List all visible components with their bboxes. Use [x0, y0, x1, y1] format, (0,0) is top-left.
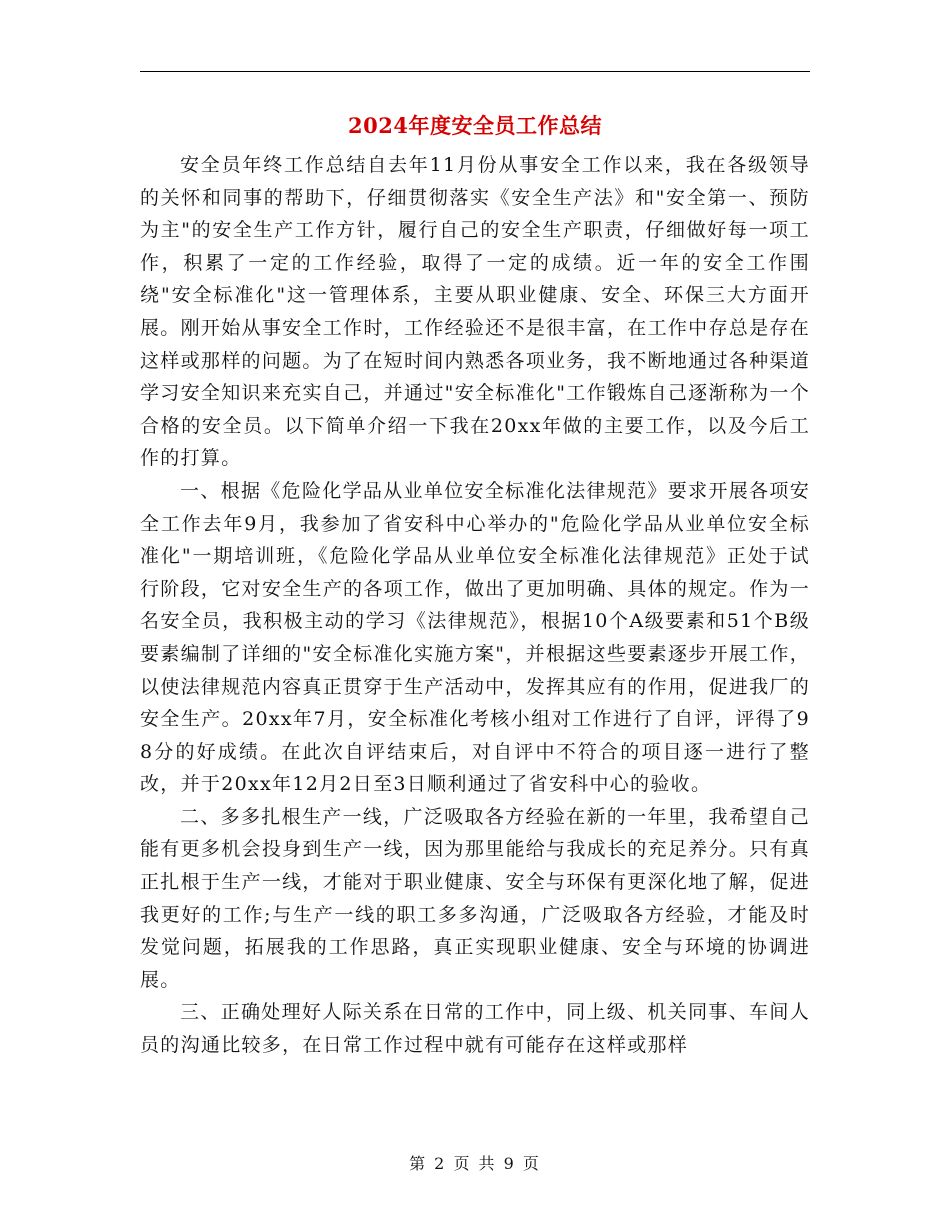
document-title: 2024年度安全员工作总结	[348, 113, 602, 138]
paragraph-section-2: 二、多多扎根生产一线，广泛吸取各方经验在新的一年里，我希望自己能有更多机会投身到生产一线，因为那里能给与我成长的充足养分。只有真正扎根于生产一线，才能对于职业健康、安全与环保有更深化地了解，促进我更好的工作;与生产一线的职工多多沟通，广泛吸取各方经验，才能及时发觉问题，拓展我的工作思路，真正实现职业健康、安全与环境的协调进展。	[140, 805, 810, 991]
paragraph-intro: 安全员年终工作总结自去年11月份从事安全工作以来，我在各级领导的关怀和同事的帮助下，仔细贯彻落实《安全生产法》和"安全第一、预防为主"的安全生产工作方针，履行自己的安全生产职责，仔细做好每一项工作，积累了一定的工作经验，取得了一定的成绩。近一年的安全工作围绕"安全标准化"这一管理体系，主要从职业健康、安全、环保三大方面开展。刚开始从事安全工作时，工作经验还不是很丰富，在工作中存总是存在这样或那样的问题。为了在短时间内熟悉各项业务，我不断地通过各种渠道学习安全知识来充实自己，并通过"安全标准化"工作锻炼自己逐渐称为一个合格的安全员。以下简单介绍一下我在20xx年做的主要工作，以及今后工作的打算。	[140, 154, 810, 470]
paragraph-section-3: 三、正确处理好人际关系在日常的工作中，同上级、机关同事、车间人员的沟通比较多，在日常工作过程中就有可能存在这样或那样	[140, 1001, 810, 1057]
page-number-footer: 第 2 页 共 9 页	[409, 1154, 541, 1173]
document-body	[140, 149, 810, 1062]
header-rule	[140, 71, 810, 72]
paragraph-section-1: 一、根据《危险化学品从业单位安全标准化法律规范》要求开展各项安全工作去年9月，我参加了省安科中心举办的"危险化学品从业单位安全标准化"一期培训班，《危险化学品从业单位安全标准化法律规范》正处于试行阶段，它对安全生产的各项工作，做出了更加明确、具体的规定。作为一名安全员，我积极主动的学习《法律规范》，根据10个A级要素和51个B级要素编制了详细的"安全标准化实施方案"，并根据这些要素逐步开展工作，以使法律规范内容真正贯穿于生产活动中，发挥其应有的作用，促进我厂的安全生产。20xx年7月，安全标准化考核小组对工作进行了自评，评得了98分的好成绩。在此次自评结束后，对自评中不符合的项目逐一进行了整改，并于20xx年12月2日至3日顺利通过了省安科中心的验收。	[140, 479, 810, 796]
